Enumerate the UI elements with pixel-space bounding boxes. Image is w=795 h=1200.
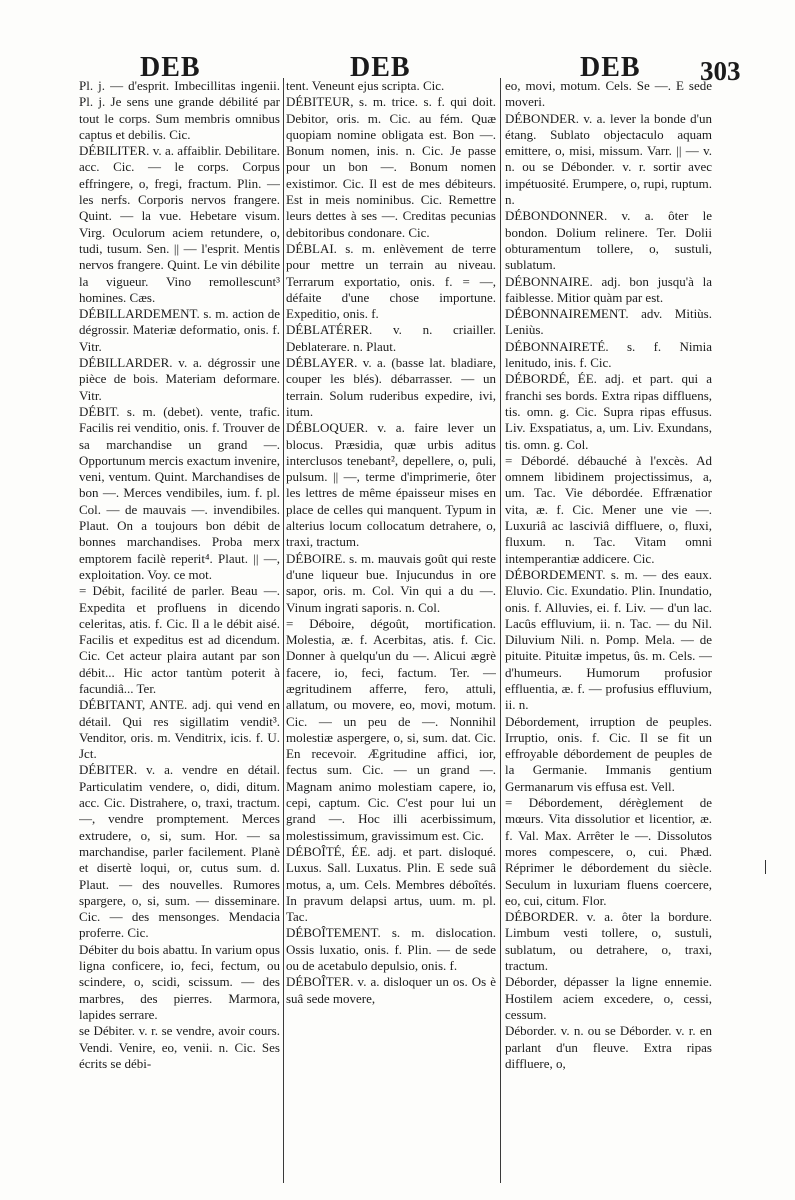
running-head-center: DEB [350,52,411,83]
entry-paragraph: DÉBORDER. v. a. ôter la bordure. Limbum vesti tollere, o, sustuli, sublatum, ou detrahere, o, traxi, tractum. [505,909,712,974]
column-right [505,78,712,1183]
entry-paragraph: DÉBLAI. s. m. enlèvement de terre pour mettre un terrain au niveau. Terrarum exportatio, onis. f. = —, défaite d'une chose importune. Expeditio, onis. f. [286,240,496,322]
column-middle [286,78,496,1183]
page-number: 303 [700,56,741,86]
margin-mark [765,860,766,874]
entry-paragraph: DÉBOÎTEMENT. s. m. dislocation. Ossis luxatio, onis. f. Plin. — de sede ou de acetabulo depulsio, onis. f. [286,925,496,974]
entry-paragraph: DÉBILITER. v. a. affaiblir. Debilitare. acc. Cic. — le corps. Corpus effringere, o, fregi, fractum. Plin. — les nerfs. Corporis nervos frangere. Quint. — la vue. Hebetare visum. Virg. Oculorum aciem retundere, o, tudi, tusum. Sen. || — l'esprit. Mentis nervos frangere. Quint. Le vin débilite la vigueur. Vino remollescunt³ homines. Cæs. [79,143,280,305]
column-rule-right [500,78,501,1183]
entry-paragraph: tent. Veneunt ejus scripta. Cic. [286,78,445,93]
entry-paragraph: = Déboire, dégoût, mortification. Molestia, æ. f. Acerbitas, atis. f. Cic. Donner à quelqu'un du —. Alicui ægrè facere, io, feci, factum. Ter. — ægritudinem afferre, fero, attuli, allatum, ou movere, eo, movi, motum. Cic. — un peu de —. Nonnihil molestiæ aspergere, o, si, sum. dat. Cic. En recevoir. Ægritudine affici, ior, fectus sum. Cic. — un grand —. Magnam animo molestiam capere, io, cepi, captum. Cic. C'est pour lui un grand —. Hoc illi acerbissimum, molestissimum, gravissimum est. Cic. [286,615,496,843]
entry-paragraph: DÉBITER. v. a. vendre en détail. Particulatim vendere, o, didi, ditum. acc. Cic. Distrahere, o, traxi, tractum. —, vendre promptement. Merces extrudere, o, si, sum. Hor. — sa marchandise, parler facilement. Planè et disertè loqui, or, cutus sum. d. Plaut. — des nouvelles. Rumores spargere, o, si, sum. — disseminare. Cic. — des mensonges. Mendacia proferre. Cic. [79,762,280,941]
entry-paragraph: Débordement, irruption de peuples. Irruptio, onis. f. Cic. Il se fit un effroyable débordement de peuples de la Germanie. Immanis gentium Germanarum vis effusa est. Vell. [505,713,712,794]
entry-paragraph: DÉBLATÉRER. v. n. criailler. Deblaterare. n. Plaut. [286,322,496,354]
entry-paragraph: DÉBONNAIRE. adj. bon jusqu'à la faiblesse. Mitior quàm par est. [505,273,712,305]
entry-paragraph: DÉBOIRE. s. m. mauvais goût qui reste d'une liqueur bue. Injucundus in ore sapor, oris. m. Col. Vin qui a du —. Vinum ingrati saporis. n. Col. [286,550,496,615]
entry-paragraph: Déborder, dépasser la ligne ennemie. Hostilem aciem excedere, o, cessi, cessum. [505,974,712,1022]
entry-paragraph: se Débiter. v. r. se vendre, avoir cours. Vendi. Venire, eo, venii. n. Cic. Ses écrits se débi- [79,1023,280,1071]
entry-paragraph: = Débordé. débauché à l'excès. Ad omnem libidinem projectissimus, a, um. Tac. Vie débordée. Effrænatior vita, æ. f. Cic. Mener une vie —. Luxuriâ ac lasciviâ diffluere, o, fluxi, fluxum. n. Tac. Vitam omni intemperantiæ addicere. Cic. [505,452,712,566]
entry-paragraph: DÉBLAYER. v. a. (basse lat. bladiare, couper les blés). débarrasser. — un terrain. Solum ruderibus expedire, ivi, itum. [286,355,496,419]
entry-paragraph: DÉBILLARDER. v. a. dégrossir une pièce de bois. Materiam deformare. Vitr. [79,355,280,403]
running-head-left: DEB [140,52,201,83]
entry-paragraph: DÉBITANT, ANTE. adj. qui vend en détail. Qui res sigillatim vendit³. Venditor, oris. m. Venditrix, icis. f. U. Jct. [79,697,280,762]
entry-paragraph: DÉBORDÉ, ÉE. adj. et part. qui a franchi ses bords. Extra ripas diffluens, tis. omn. g. Cic. Supra ripas effusus. Liv. Exspatiatus, a, um. Liv. Exundans, tis. omn. g. Col. [505,371,712,452]
entry-paragraph: DÉBONDONNER. v. a. ôter le bondon. Dolium relinere. Ter. Dolii obturamentum tollere, o, sustuli, sublatum. [505,208,712,273]
entry-paragraph: = Débit, facilité de parler. Beau —. Expedita et profluens in dicendo celeritas, atis. f. Cic. Il a le débit aisé. Facilis et expeditus est ad dicendum. Cic. Cet acteur plaira autant par son débit... Hic actor tantùm poterit à facundiâ... Ter. [79,583,280,696]
entry-paragraph: Déborder. v. n. ou se Déborder. v. r. en parlant d'un fleuve. Extra ripas diffluere, o, [505,1023,712,1071]
entry-paragraph: Débiter du bois abattu. In varium opus ligna conficere, io, feci, fectum, ou scindere, o, scidi, scissum. — des marbres, des pierres. Marmora, lapides serrare. [79,941,280,1022]
column-rule-left [283,78,284,1183]
entry-paragraph: DÉBILLARDEMENT. s. m. action de dégrossir. Materiæ deformatio, onis. f. Vitr. [79,306,280,354]
entry-paragraph: Pl. j. — d'esprit. Imbecillitas ingenii. Pl. j. Je sens une grande débilité par tout le corps. Sum membris omnibus captus et debilis. Cic. [79,78,280,142]
entry-paragraph: eo, movi, motum. Cels. Se —. E sede moveri. [505,78,712,110]
entry-paragraph: DÉBONNAIRETÉ. s. f. Nimia lenitudo, inis. f. Cic. [505,338,712,371]
entry-paragraph: DÉBITEUR, s. m. trice. s. f. qui doit. Debitor, oris. m. Cic. au fém. Quæ quopiam nomine obligata est. Bon —. Bonum nomen, inis. n. Cic. Je passe pour un bon —. Bonum nomen existimor. Cic. Il est de mes débiteurs. Est in meis nominibus. Cic. Remettre leurs dettes à ses —. Creditas pecunias debitoribus condonare. Cic. [286,94,496,240]
entry-paragraph: DÉBLOQUER. v. a. faire lever un blocus. Præsidia, quæ urbis aditus interclusos tenebant², depellere, o, puli, pulsum. || —, terme d'imprimerie, ôter les lettres de même épaisseur mises en place de celles qui manquent. Typum in alterius locum collocatum detrahere, o, traxi, tractum. [286,420,496,550]
entry-paragraph: DÉBORDEMENT. s. m. — des eaux. Eluvio. Cic. Exundatio. Plin. Inundatio, onis. f. Alluvies, ei. f. Liv. — d'un lac. Lacûs effluvium, ii. n. Tac. — du Nil. Diluvium Nili. n. Pomp. Mela. — de pituite. Pituitæ impetus, ûs. m. Cels. — d'humeurs. Humorum profusior effluentia, æ. f. — profusius effluvium, ii. n. [505,566,712,713]
column-left [79,78,280,1183]
entry-paragraph: DÉBIT. s. m. (debet). vente, trafic. Facilis rei venditio, onis. f. Trouver de sa marchandise un grand —. Opportunum mercis exactum invenire, veni, ventum. Quint. Marchandises de bon —. Merces vendibiles, ium. f. pl. Col. — de mauvais —. invendibiles. Plaut. On a toujours bon débit de bonnes marchandises. Proba merx emptorem facilè reperit⁴. Plaut. || —, exploitation. Voy. ce mot. [79,403,280,582]
entry-paragraph: DÉBOÎTÉ, ÉE. adj. et part. disloqué. Luxus. Sall. Luxatus. Plin. E sede suâ motus, a, um. Cels. Membres déboîtés. In pravum delapsi artus, uum. m. pl. Tac. [286,843,496,925]
entry-paragraph: = Débordement, dérèglement de mœurs. Vita dissolutior et licentior, æ. f. Val. Max. Arrêter le —. Dissolutos mores compescere, o, cui. Phæd. Réprimer le débordement du siècle. Seculum in luxuriam fluens coercere, eo, cui, citum. Flor. [505,795,712,908]
entry-paragraph: DÉBONDER. v. a. lever la bonde d'un étang. Sublato objectaculo aquam emittere, o, misi, missum. Varr. || — v. n. ou se Débonder. v. r. sortir avec impétuosité. Erumpere, o, rupi, ruptum. n. [505,110,712,208]
running-head-right: DEB [580,52,641,83]
entry-paragraph: DÉBONNAIREMENT. adv. Mitiùs. Leniùs. [505,306,712,338]
entry-paragraph: DÉBOÎTER. v. a. disloquer un os. Os è suâ sede movere, [286,974,496,1006]
